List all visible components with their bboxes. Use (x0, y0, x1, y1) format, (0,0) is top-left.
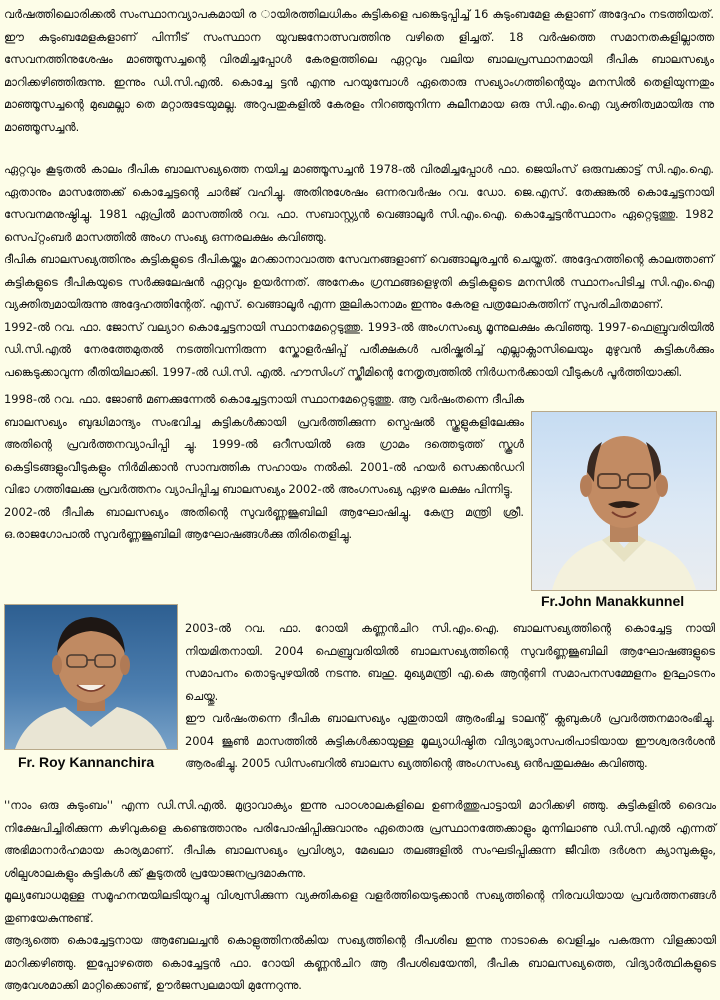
paragraph: വർഷത്തിലൊരിക്കൽ സംസ്ഥാനവ്യാപകമായി ര ായിരത്തിലധികം കുട്ടികളെ പങ്കെടുപ്പിച്ച് 16 കുടുംബമേള കളാണ് അദ്ദേഹം നടത്തിയത്. ഈ കുടുംബമേളകളാണ് പിന്നീട് സംസ്ഥാന യുവജനോത്സവത്തിനു വഴിതെ ളിച്ചത്. 18 വർഷത്തെ സമാനതകളില്ലാത്ത സേവനത്തിനുശേഷം മാഞ്ഞൂസച്ചന്റെ വിരമിച്ചപ്പോൾ കേരളത്തിലെ ഏറ്റവും വലിയ ബാലപ്രസ്ഥാനമായി ദീപിക ബാലസഖ്യം മാറിക്കഴിഞ്ഞിരുന്നു. ഇന്നും ഡി.സി.എൽ. കൊച്ചേ ട്ടൻ എന്നു പറയുമ്പോൾ ഏതൊരു സഖ്യാംഗത്തിന്റെയും മനസിൽ തെളിയുന്നതും മാഞ്ഞൂസച്ചന്റെ മുഖമല്ലാ തെ മറ്റാരുടേയുമല്ല. അറുപതുകളിൽ കേരളം നിറഞ്ഞുനിന്ന കുലീനമായ ഒരു സി.എം.ഐ വ്യക്തിത്വമായിരു ന്നു മാഞ്ഞൂസച്ചൻ. (4, 7, 714, 134)
john-section (4, 388, 524, 546)
paragraph: മൂല്യബോധമുള്ള സമൂഹനന്മയിലടിയുറച്ചു വിശ്വസിക്കുന്ന വ്യക്തികളെ വളർത്തിയെടുക്കാൻ സഖ്യത്തിന്റെ നിരവധിയായ പ്രവർത്തനങ്ങൾ തുണയേകുന്നുണ്ട്. (4, 888, 716, 925)
closing-section (4, 794, 716, 997)
caption-roy: Fr. Roy Kannanchira (18, 754, 155, 770)
paragraph: ഈ വർഷംതന്നെ ദീപിക ബാലസഖ്യം പുതുതായി ആരംഭിച്ച ടാലന്റ് ക്ലബുകൾ പ്രവർത്തനമാരംഭിച്ചു. 2004 ജൂൺ മാസത്തിൽ കുട്ടികൾക്കായുള്ള മൂല്യാധിഷ്ഠിത വിദ്യാഭ്യാസപരിപാടിയായ ഈശ്വരദർശൻ ആരംഭിച്ചു. 2005 ഡിസംബറിൽ ബാലസ ഖ്യത്തിന്റെ അംഗസംഖ്യ ഒൻപതുലക്ഷം കവിഞ്ഞു. (185, 711, 715, 770)
portrait-roy-image (5, 605, 177, 749)
portrait-photo-john (531, 411, 717, 591)
paragraph: 2002-ൽ ദീപിക ബാലസഖ്യം അതിന്റെ സുവർണ്ണജൂബിലി ആഘോഷിച്ചു. കേന്ദ്ര മന്ത്രി ശ്രീ. ഒ.രാജഗോപാൽ സുവർണ്ണജൂബിലി ആഘോഷങ്ങൾക്കു തിരിതെളിച്ചു. (4, 504, 524, 541)
paragraph: ഏറ്റവും കൂടുതൽ കാലം ദീപിക ബാലസഖ്യത്തെ നയിച്ച മാഞ്ഞൂസച്ചൻ 1978-ൽ വിരമിച്ചപ്പോൾ ഫാ. ജെയിംസ് ഒരുമ്പക്കാട്ട് സി.എം.ഐ. ഏതാനും മാസത്തേക്ക് കൊച്ചേട്ടന്റെ ചാർജ് വഹിച്ചു. അതിനുശേഷം ഒന്നരവർഷം റവ. ഡോ. ജെ.എസ്. തേക്കുങ്കൽ കൊച്ചേട്ടനായി സേവനമനുഷ്ഠിച്ചു. 1981 ഏപ്രിൽ മാസത്തിൽ റവ. ഫാ. സബാസ്റ്റ്യൻ വെങ്ങാലൂർ സി.എം.ഐ. കൊച്ചേട്ടൻസ്ഥാനം ഏറ്റെടുത്തു. 1982 സെപ്റ്റംബർ മാസത്തിൽ അംഗ സംഖ്യ ഒന്നരലക്ഷം കവിഞ്ഞു. (4, 162, 714, 244)
paragraph: ദീപിക ബാലസഖ്യത്തിനും കുട്ടികളുടെ ദീപികയ്ക്കും മറക്കാനാവാത്ത സേവനങ്ങളാണ് വെങ്ങാലൂരച്ചൻ ചെയ്തത്. അദ്ദേഹത്തിന്റെ കാലത്താണ് കുട്ടികളുടെ ദീപികയുടെ സർക്കുലേഷൻ ഏറ്റവും ഉയർന്നത്. അനേകം ഗ്രന്ഥങ്ങളെഴുതി കുട്ടികളുടെ മനസിൽ സ്ഥാനംപിടിച്ച സി.എം.ഐ വ്യക്തിത്വമായിരുന്നു അദ്ദേഹത്തിന്റേത്. എസ്. വെങ്ങാലൂർ എന്ന തൂലികാനാമം ഇന്നും കേരള പത്രലോകത്തിന് സുപരിചിതമാണ്. (4, 252, 714, 311)
paragraph: 2003-ൽ റവ. ഫാ. റോയി കണ്ണൻചിറ സി.എം.ഐ. ബാലസഖ്യത്തിന്റെ കൊച്ചേട്ട നായി നിയമിതനായി. 2004 ഫെബ്രുവരിയിൽ ബാലസഖ്യത്തിന്റെ സുവർണ്ണജൂബിലി ആഘോഷങ്ങളുടെ സമാപനം തൊടുപുഴയിൽ നടന്നു. ബഹു. മുഖ്യമന്ത്രി എ.കെ ആന്റണി സമാപനസമ്മേളനം ഉദ്ഘാടനം ചെയ്തു. (185, 621, 715, 703)
intro-section (4, 3, 714, 138)
portrait-photo-roy (4, 604, 178, 750)
paragraph: 1992-ൽ റവ. ഫാ. ജോസ് വല്യാറ കൊച്ചേട്ടനായി സ്ഥാനമേറ്റെടുത്തു. 1993-ൽ അംഗസംഖ്യ മൂന്നുലക്ഷം കവിഞ്ഞു. 1997-ഫെബ്രുവരിയിൽ ഡി.സി.എൽ നേരത്തേമുതൽ നടത്തിവന്നിരുന്ന സ്കോളർഷിപ്പ് പരീക്ഷകൾ പരിഷ്കരിച്ച് എല്ലാക്ലാസിലെയും മുഴുവൻ കുട്ടികൾക്കും പങ്കെടുക്കാവുന്ന രീതിയിലാക്കി. 1997-ൽ ഡി.സി. എൽ. ഹൗസിംഗ് സ്കീമിന്റെ നേതൃത്വത്തിൽ നിർധനർക്കായി വീടുകൾ പൂർത്തിയാക്കി. (4, 319, 714, 379)
paragraph: ആദ്യത്തെ കൊച്ചേട്ടനായ ആബേലച്ചൻ കൊളുത്തിനൽകിയ സഖ്യത്തിന്റെ ദീപശിഖ ഇന്നു നാടാകെ വെളിച്ചം പകരുന്ന വിളക്കായി മാറിക്കഴിഞ്ഞു. ഇപ്പോഴത്തെ കൊച്ചേട്ടൻ ഫാ. റോയി കണ്ണൻചിറ ആ ദീപശിഖയേന്തി, ദീപിക ബാലസഖ്യത്തെ, വിദ്യാർത്ഥികളുടെ ആവേശമാക്കി മാറ്റിക്കൊണ്ട്, ഊർജസ്വലമായി മുന്നേറുന്നു. (4, 933, 716, 992)
paragraph: ''നാം ഒരു കുടുംബം'' എന്ന ഡി.സി.എൽ. മുദ്രാവാക്യം ഇന്നു പാഠശാലകളിലെ ഉണർത്തുപാട്ടായി മാറിക്കഴി ഞ്ഞു. കുട്ടികളിൽ ദൈവം നിക്ഷേപിച്ചിരിക്കുന്ന കഴിവുകളെ കണ്ടെത്താനും പരിപോഷിപ്പിക്കുവാനും ഏതൊരു പ്രസ്ഥാനത്തേക്കാളും മുന്നിലാണു ഡി.സി.എൽ എന്നത് അഭിമാനാർഹമായ കാര്യമാണ്. ദീപിക ബാലസഖ്യം പ്രവിശ്യാ, മേഖലാ തലങ്ങളിൽ സംഘടിപ്പിക്കുന്ന ജീവിത ദർശന ക്യാമ്പുകളും, ശില്പശാലകളും കുട്ടികൾ ക്ക് കൂടുതൽ പ്രയോജനപ്രദമാകുന്നു. (4, 798, 716, 880)
caption-john: Fr.John Manakkunnel (541, 593, 685, 609)
history-section (4, 158, 714, 383)
roy-section (185, 617, 715, 775)
portrait-john-image (532, 412, 716, 590)
paragraph: 1998-ൽ റവ. ഫാ. ജോൺ മണക്കുന്നേൽ കൊച്ചേട്ടനായി സ്ഥാനമേറ്റെടുത്തു. ആ വർഷംതന്നെ ദീപിക ബാലസഖ്യം ബുദ്ധിമാന്ദ്യം സംഭവിച്ച കുട്ടികൾക്കായി പ്രവർത്തിക്കുന്ന സ്പെഷൽ സ്കൂളുകളിലേക്കും അതിന്റെ പ്രവർത്തനവ്യാപിപ്പി ച്ചു. 1999-ൽ ഒറീസയിൽ ഒരു ഗ്രാമം ദത്തെടുത്ത് സ്കൂൾ കെട്ടിടങ്ങളുംവീടുകളും നിർമിക്കാൻ സാമ്പത്തിക സഹായം നൽകി. 2001-ൽ ഹയർ സെക്കൻഡറി വിഭാ ഗത്തിലേക്കു പ്രവർത്തനം വ്യാപിപ്പിച്ച ബാലസഖ്യം 2002-ൽ അംഗസംഖ്യ ഏഴര ലക്ഷം പിന്നിട്ടു. (4, 392, 524, 496)
